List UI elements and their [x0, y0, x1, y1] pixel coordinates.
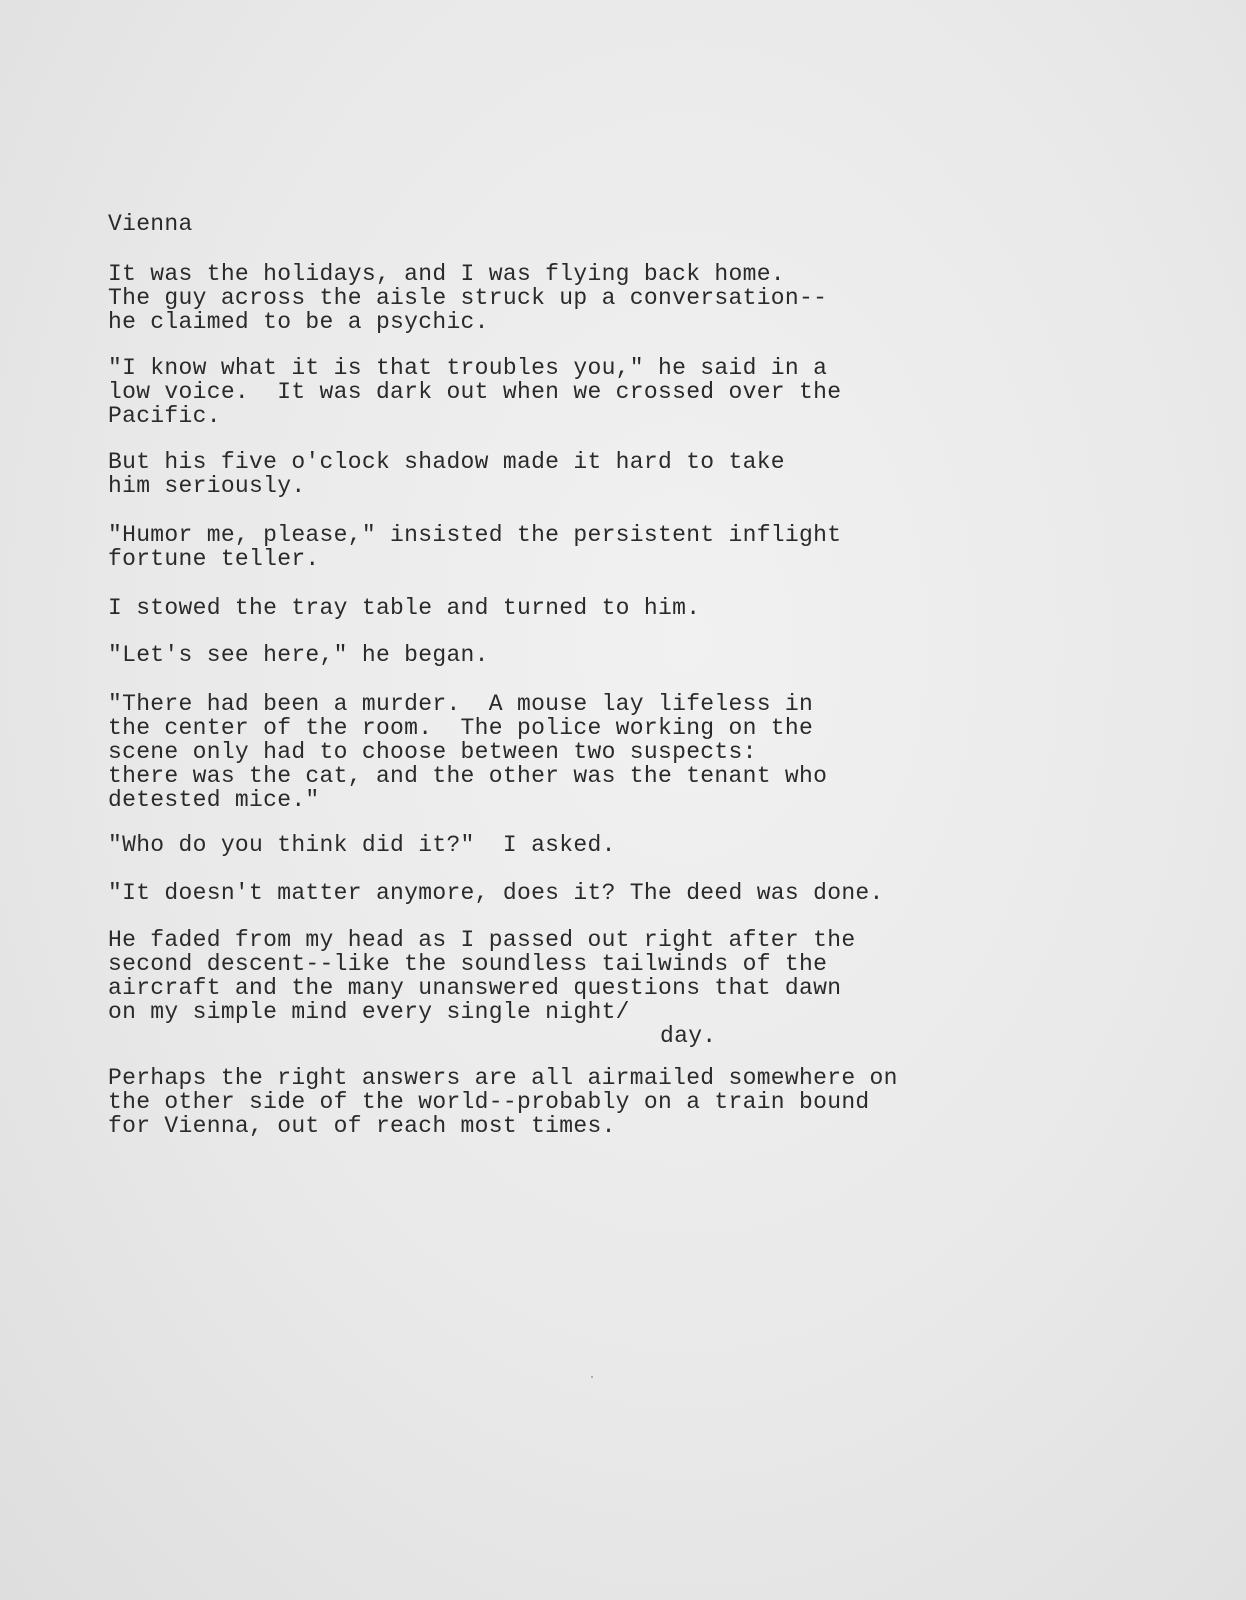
- paragraph-tray-table: I stowed the tray table and turned to him.: [108, 595, 701, 621]
- paper-speck: [591, 1376, 593, 1378]
- page-title: Vienna: [108, 211, 193, 237]
- paragraph-flying-home: It was the holidays, and I was flying back home. The guy across the aisle struck up a conversation-- he claimed to be a psychic.: [108, 261, 828, 335]
- paragraph-who-did-it: "Who do you think did it?" I asked.: [108, 832, 616, 858]
- paragraph-deed-done: "It doesn't matter anymore, does it? The deed was done.: [108, 880, 884, 906]
- paragraph-five-oclock-shadow: But his five o'clock shadow made it hard to take him seriously.: [108, 449, 785, 499]
- paragraph-right-answers: Perhaps the right answers are all airmailed somewhere on the other side of the world--probably on a train bound for Vienna, out of reach most times.: [108, 1065, 898, 1139]
- paragraph-lets-see: "Let's see here," he began.: [108, 642, 489, 668]
- paragraph-faded: He faded from my head as I passed out right after the second descent--like the soundless tailwinds of the aircraft and the many unanswered questions that dawn on my simple mind every single night/: [108, 927, 856, 1025]
- paragraph-faded-day: day.: [660, 1023, 717, 1049]
- paragraph-troubles-you: "I know what it is that troubles you," he said in a low voice. It was dark out when we crossed over the Pacific.: [108, 355, 842, 429]
- paragraph-murder: "There had been a murder. A mouse lay lifeless in the center of the room. The police working on the scene only had to choose between two suspects: there was the cat, and the other was the tenant who detested mice.": [108, 691, 828, 813]
- paragraph-humor-me: "Humor me, please," insisted the persistent inflight fortune teller.: [108, 522, 842, 572]
